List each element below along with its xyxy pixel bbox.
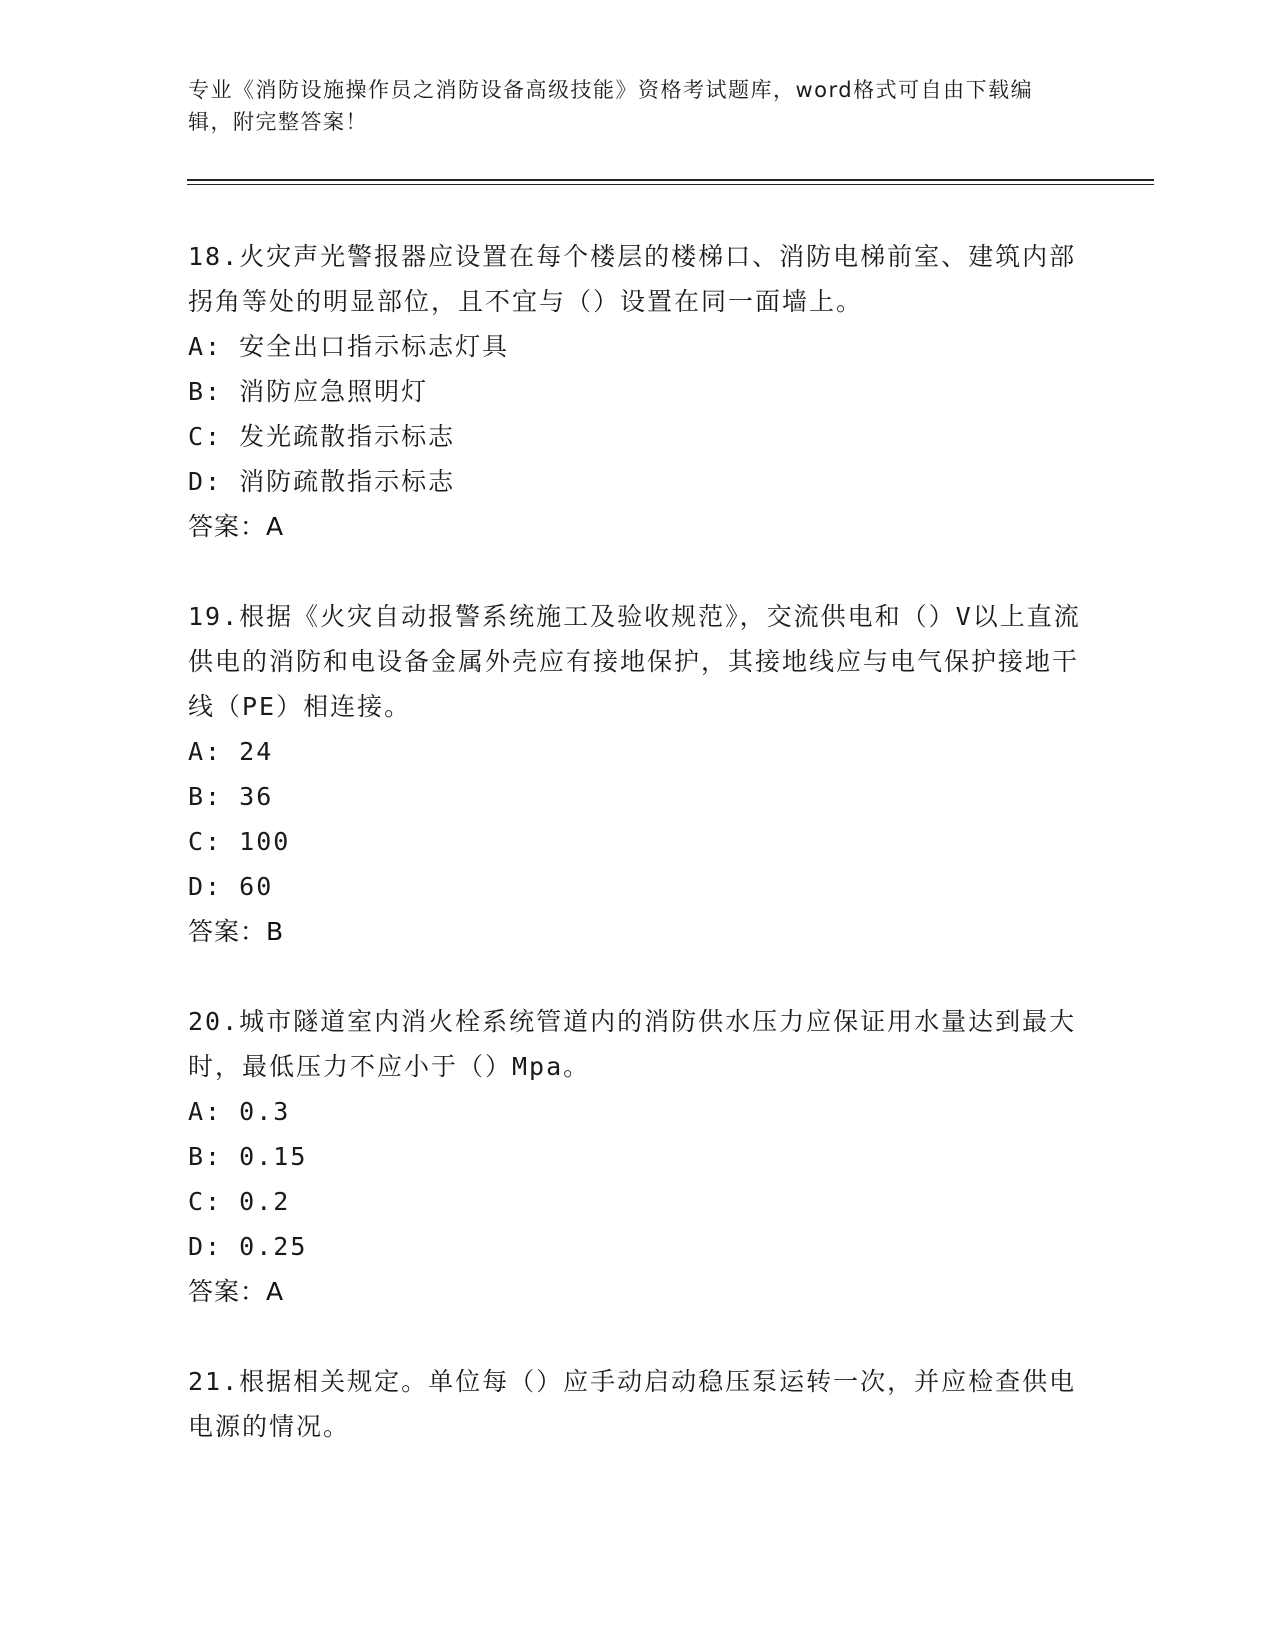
option-key: D: — [188, 1232, 223, 1261]
option-c — [188, 1179, 1088, 1224]
option-key: D: — [188, 467, 223, 496]
option-c — [188, 414, 1088, 459]
question-19 — [188, 594, 1088, 954]
answer-line — [188, 504, 1088, 549]
option-text: 0.3 — [239, 1097, 291, 1126]
option-text: 0.25 — [239, 1232, 308, 1261]
option-text: 发光疏散指示标志 — [239, 422, 456, 451]
question-gap — [188, 1314, 1088, 1359]
option-text: 100 — [239, 827, 291, 856]
option-text: 0.2 — [239, 1187, 291, 1216]
option-text: 0.15 — [239, 1142, 308, 1171]
option-b — [188, 369, 1088, 414]
option-c — [188, 819, 1088, 864]
option-key: C: — [188, 1187, 223, 1216]
question-20 — [188, 999, 1088, 1314]
option-a — [188, 729, 1088, 774]
question-gap — [188, 954, 1088, 999]
question-21 — [188, 1359, 1088, 1449]
option-key: A: — [188, 1097, 223, 1126]
answer-line — [188, 909, 1088, 954]
option-text: 24 — [239, 737, 274, 766]
option-d — [188, 1224, 1088, 1269]
option-key: B: — [188, 377, 223, 406]
answer-line — [188, 1269, 1088, 1314]
option-key: B: — [188, 1142, 223, 1171]
question-text: 18.火灾声光警报器应设置在每个楼层的楼梯口、消防电梯前室、建筑内部拐角等处的明显部位，且不宜与（）设置在同一面墙上。 — [188, 242, 1077, 316]
option-b — [188, 774, 1088, 819]
option-text: 消防应急照明灯 — [239, 377, 429, 406]
option-b — [188, 1134, 1088, 1179]
header-rule-thick — [187, 179, 1154, 181]
question-18 — [188, 234, 1088, 549]
answer-label: 答案： — [188, 1277, 267, 1306]
option-text: 安全出口指示标志灯具 — [239, 332, 510, 361]
question-text: 21.根据相关规定。单位每（）应手动启动稳压泵运转一次，并应检查供电电源的情况。 — [188, 1367, 1077, 1441]
option-text: 消防疏散指示标志 — [239, 467, 456, 496]
option-text: 36 — [239, 782, 274, 811]
option-text: 60 — [239, 872, 274, 901]
option-key: C: — [188, 422, 223, 451]
option-d — [188, 864, 1088, 909]
answer-label: 答案： — [188, 512, 267, 541]
question-text: 20.城市隧道室内消火栓系统管道内的消防供水压力应保证用水量达到最大时，最低压力不应小于（）Mpa。 — [188, 1007, 1077, 1081]
question-text: 19.根据《火灾自动报警系统施工及验收规范》，交流供电和（）V以上直流供电的消防和电设备金属外壳应有接地保护，其接地线应与电气保护接地干线（PE）相连接。 — [188, 602, 1081, 721]
header-rule-thin — [187, 184, 1154, 185]
option-d — [188, 459, 1088, 504]
question-gap — [188, 549, 1088, 594]
answer-value: B — [266, 917, 285, 946]
option-key: C: — [188, 827, 223, 856]
option-key: A: — [188, 737, 223, 766]
option-a — [188, 324, 1088, 369]
option-key: B: — [188, 782, 223, 811]
answer-value: A — [266, 1277, 285, 1306]
answer-value: A — [266, 512, 285, 541]
option-a — [188, 1089, 1088, 1134]
document-header: 专业《消防设施操作员之消防设备高级技能》资格考试题库，word格式可自由下载编辑，附完整答案！ — [188, 78, 1034, 134]
question-list — [188, 234, 1088, 1449]
option-key: A: — [188, 332, 223, 361]
answer-label: 答案： — [188, 917, 267, 946]
option-key: D: — [188, 872, 223, 901]
